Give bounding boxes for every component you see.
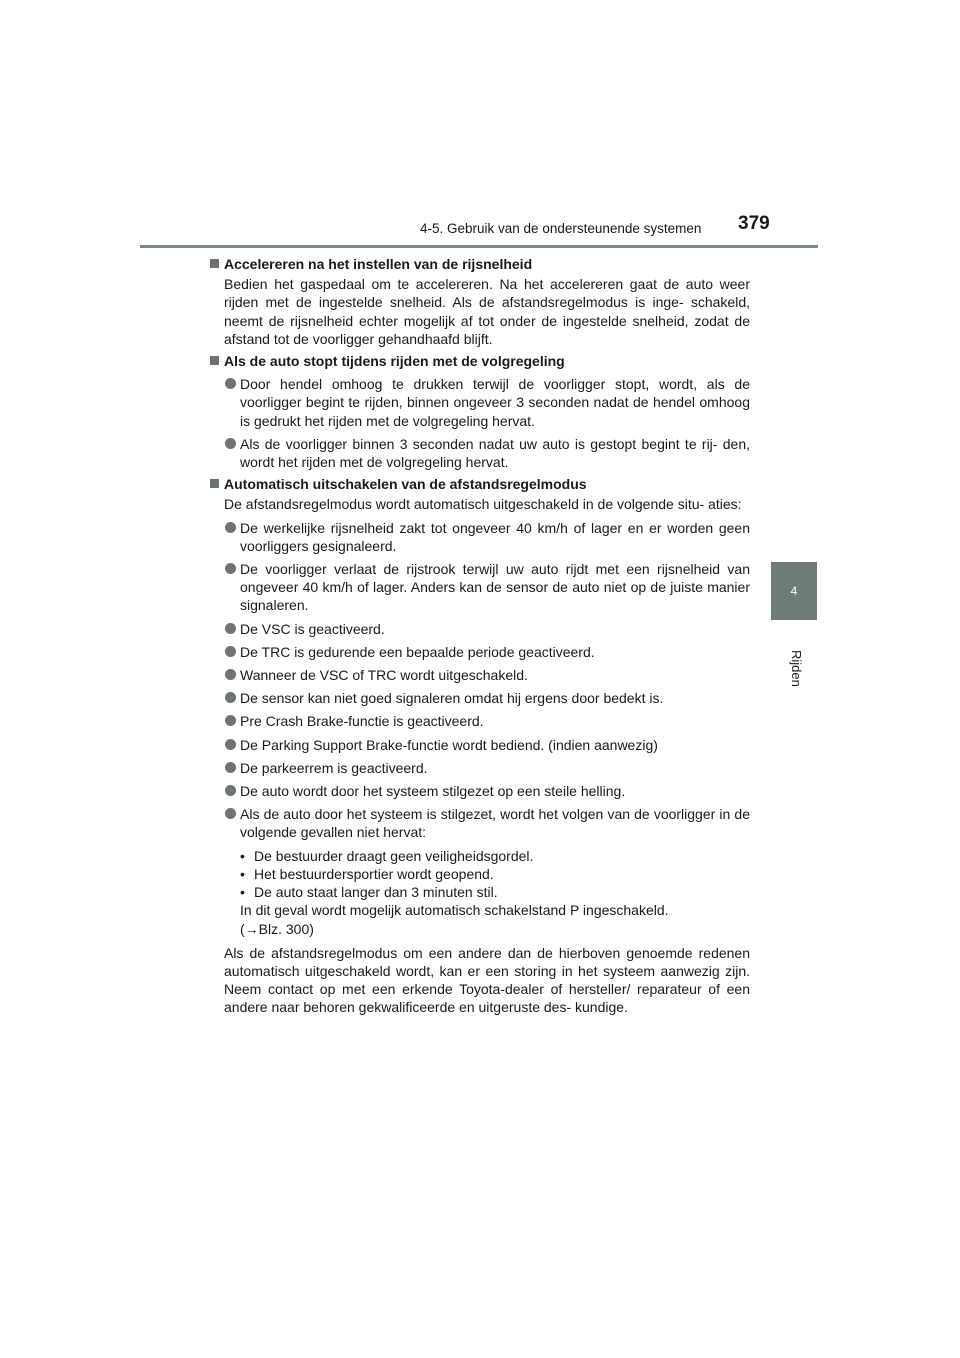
circle-bullet-icon [225, 785, 236, 796]
sub-list [208, 847, 750, 938]
circle-bullet-icon [225, 669, 236, 680]
section-auto-off [208, 475, 750, 1016]
circle-bullet-icon [225, 646, 236, 657]
small-bullet-icon: • [240, 884, 245, 901]
list-item: De parkeerrem is geactiveerd. [208, 759, 750, 777]
note-text: In dit geval wordt mogelijk automatisch schakelstand P ingeschakeld. [240, 902, 669, 919]
list-item: De auto wordt door het systeem stilgezet op een steile helling. [208, 782, 750, 800]
circle-bullet-icon [225, 623, 236, 634]
page-reference: (→Blz. 300) [240, 920, 314, 937]
list-item: De VSC is geactiveerd. [208, 620, 750, 638]
list-item: Als de voorligger binnen 3 seconden nadat uw auto is gestopt begint te rij- den, wordt het rijden met de volgregeling hervat. [208, 435, 750, 471]
sub-list-item: • De bestuurder draagt geen veiligheidsgordel. [240, 847, 534, 864]
list-item: De sensor kan niet goed signaleren omdat hij ergens door bedekt is. [208, 689, 750, 707]
header-divider [140, 245, 818, 248]
chapter-tab [771, 562, 817, 620]
circle-bullet-icon [225, 522, 236, 533]
list-item: De werkelijke rijsnelheid zakt tot ongeveer 40 km/h of lager en er worden geen voorliggers gesignaleerd. [208, 519, 750, 555]
circle-bullet-icon [225, 808, 236, 819]
section-accelerate [208, 255, 750, 348]
circle-bullet-icon [225, 563, 236, 574]
circle-bullet-icon [225, 692, 236, 703]
section-heading: Automatisch uitschakelen van de afstandsregelmodus [208, 475, 750, 493]
square-bullet-icon [210, 356, 219, 365]
circle-bullet-icon [225, 739, 236, 750]
chapter-number: 4 [790, 584, 798, 598]
section-stop [208, 352, 750, 471]
page-number: 379 [738, 213, 770, 234]
chapter-label: Rijden [789, 650, 804, 687]
paragraph: Bedien het gaspedaal om te accelereren. Na het accelereren gaat de auto weer rijden met de ingestelde snelheid. Als de afstandsregelmodus is inge- schakeld, neemt de rijsnelheid echter mogelijk af tot onder de ingestelde snelheid, zodat de afstand tot de voorligger gehandhaafd blijft. [224, 276, 750, 347]
list-item: De Parking Support Brake-functie wordt bediend. (indien aanwezig) [208, 736, 750, 754]
list-item: Wanneer de VSC of TRC wordt uitgeschakeld. [208, 666, 750, 684]
list-item: De TRC is gedurende een bepaalde periode geactiveerd. [208, 643, 750, 661]
list-item: Pre Crash Brake-functie is geactiveerd. [208, 712, 750, 730]
square-bullet-icon [210, 479, 219, 488]
list-item: Als de auto door het systeem is stilgezet, wordt het volgen van de voorligger in de volgende gevallen niet hervat: [208, 805, 750, 841]
list-item: Door hendel omhoog te drukken terwijl de voorligger stopt, wordt, als de voorligger begint te rijden, binnen ongeveer 3 seconden nadat de hendel omhoog is gedrukt het rijden met de volgregeling hervat. [208, 375, 750, 430]
small-bullet-icon: • [240, 865, 245, 882]
section-heading: Als de auto stopt tijdens rijden met de volgregeling [208, 352, 750, 370]
paragraph: De afstandsregelmodus wordt automatisch uitgeschakeld in de volgende situ- aties: [224, 496, 742, 513]
circle-bullet-icon [225, 438, 236, 449]
square-bullet-icon [210, 259, 219, 268]
circle-bullet-icon [225, 715, 236, 726]
section-heading: Accelereren na het instellen van de rijsnelheid [208, 255, 750, 273]
circle-bullet-icon [225, 762, 236, 773]
sub-list-item: • De auto staat langer dan 3 minuten stil. [240, 884, 498, 901]
page-content [208, 255, 750, 1021]
small-bullet-icon: • [240, 847, 245, 864]
circle-bullet-icon [225, 378, 236, 389]
closing-paragraph: Als de afstandsregelmodus om een andere dan de hierboven genoemde redenen automatisch uitgeschakeld wordt, kan er een storing in het systeem aanwezig zijn. Neem contact op met een erkende Toyota-dealer of hersteller/ reparateur of een andere naar behoren gekwalificeerde en uitgeruste des- kundige. [224, 944, 750, 1016]
list-item: De voorligger verlaat de rijstrook terwijl uw auto rijdt met een rijsnelheid van ongeveer 40 km/h of lager. Anders kan de sensor de auto niet op de juiste manier signaleren. [208, 560, 750, 615]
section-title: 4-5. Gebruik van de ondersteunende systemen [420, 221, 702, 236]
sub-list-item: • Het bestuurdersportier wordt geopend. [240, 865, 494, 882]
